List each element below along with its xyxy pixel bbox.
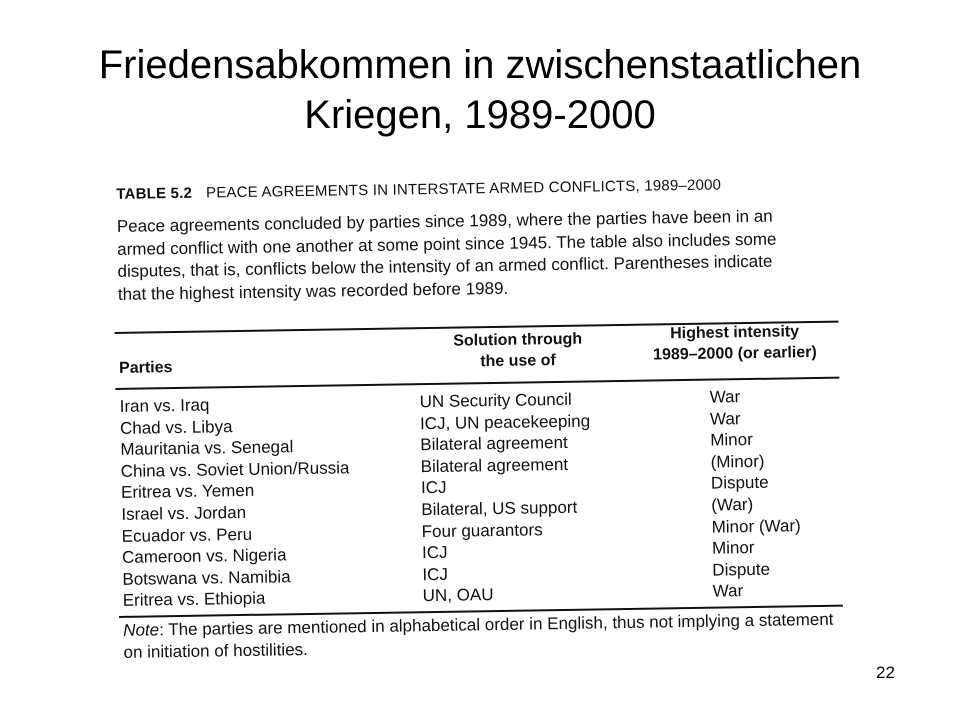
cell-parties: Iran vs. Iraq [119,395,210,416]
table-caption: Peace agreements concluded by parties since 1989, where the parties have been in an armed conflict with one another at some point since 1945. The table also includes some disputes, that is, conflicts below the intensity of an armed conflict. Parentheses indicate that the highest intensity was recorded before 1989. [116,206,777,304]
cell-solution: ICJ [422,564,449,584]
column-header-intensity-line-2: 1989–2000 (or earlier) [652,343,817,364]
table-number: TABLE 5.2 [116,184,193,203]
cell-parties: Eritrea vs. Ethiopia [122,588,266,611]
cell-intensity: Minor [711,538,755,558]
cell-solution: ICJ [420,478,447,498]
cell-intensity: Minor [710,430,753,450]
scanned-table-image [112,161,852,670]
cell-solution: Bilateral agreement [420,454,569,476]
column-header-solution [423,328,614,373]
column-header-parties: Parties [118,359,173,377]
cell-solution: UN Security Council [419,389,572,412]
cell-intensity: Dispute [712,559,771,580]
table-body [120,385,843,612]
cell-parties: Mauritania vs. Senegal [120,437,294,460]
table-note [123,609,844,664]
slide-title-line-2: Kriegen, 1989-2000 [304,93,656,137]
table-title: PEACE AGREEMENTS IN INTERSTATE ARMED CONFLICTS, 1989–2000 [205,176,722,202]
cell-parties: Botswana vs. Namibia [122,566,291,589]
cell-intensity: (War) [711,494,754,515]
table-heading [116,176,721,202]
cell-intensity: War [709,408,741,429]
cell-intensity: Dispute [710,473,769,494]
cell-solution: Four guarantors [421,519,543,541]
cell-parties: Eritrea vs. Yemen [120,481,255,503]
cell-parties: Ecuador vs. Peru [121,524,253,546]
column-header-intensity-line-1: Highest intensity [670,323,800,343]
cell-parties: Cameroon vs. Nigeria [121,545,287,568]
cell-solution: Bilateral, US support [421,497,578,520]
cell-intensity: War [712,581,744,601]
column-header-solution-line-2: the use of [480,352,556,371]
note-label: Note [123,620,160,640]
cell-parties: China vs. Soviet Union/Russia [120,458,350,481]
cell-intensity: Minor (War) [711,515,801,537]
cell-parties: Israel vs. Jordan [121,502,247,524]
cell-intensity: War [709,387,741,407]
cell-solution: ICJ [421,542,448,563]
cell-solution: UN, OAU [422,585,494,606]
cell-intensity: (Minor) [710,451,765,472]
cell-solution: ICJ, UN peacekeeping [419,411,591,433]
page-number: 22 [876,663,895,682]
column-header-solution-line-1: Solution through [453,330,583,350]
cell-parties: Chad vs. Libya [119,416,233,438]
slide-title-line-1: Friedensabkommen in zwischenstaatlichen [98,43,862,87]
slide-title [0,40,960,140]
cell-solution: Bilateral agreement [420,433,568,455]
note-text: : The parties are mentioned in alphabetical order in English, thus not implying a statement on initiation of hostilities. [123,609,834,662]
column-header-intensity [630,321,839,366]
